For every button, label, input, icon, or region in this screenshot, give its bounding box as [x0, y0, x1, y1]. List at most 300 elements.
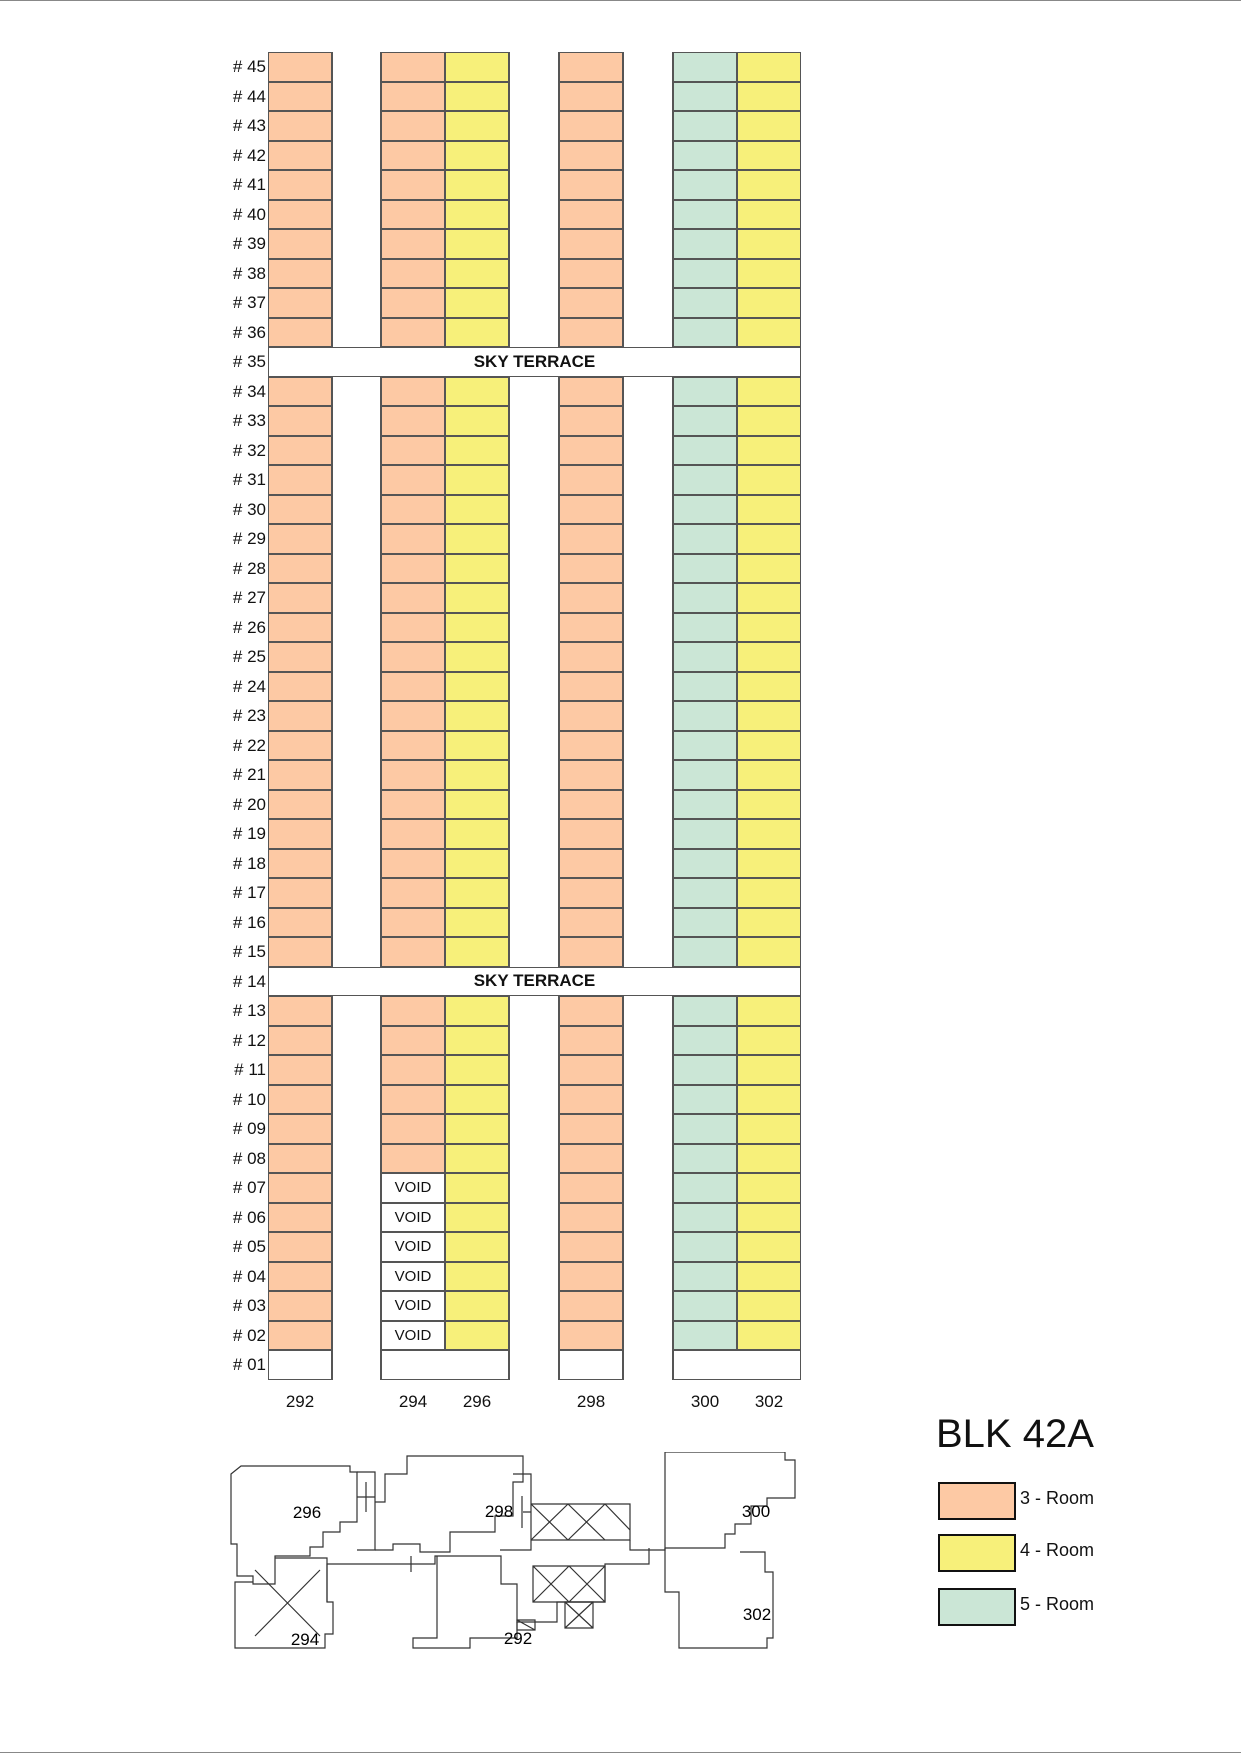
floor-label: # 30 [232, 499, 266, 519]
floor-plan [225, 1452, 875, 1692]
floor-label: # 01 [232, 1355, 266, 1374]
unit-cell-298 [559, 170, 623, 200]
unit-cell-294 [381, 701, 445, 731]
unit-cell-300 [673, 288, 737, 318]
unit-cell-300 [673, 672, 737, 702]
unit-cell-294 [381, 259, 445, 289]
unit-cell-292 [268, 141, 332, 171]
floor-label: # 40 [232, 204, 266, 224]
unit-cell-302 [737, 1232, 801, 1262]
unit-cell-294 [381, 465, 445, 495]
sky-terrace: SKY TERRACE [268, 967, 801, 997]
plan-label-292: 292 [503, 1629, 533, 1648]
floor-label: # 41 [232, 175, 266, 194]
unit-cell-292 [268, 288, 332, 318]
unit-cell-296 [445, 259, 509, 289]
unit-cell-292 [268, 672, 332, 702]
unit-cell-302 [737, 1321, 801, 1351]
unit-cell-298 [559, 52, 623, 82]
floor-label: # 22 [232, 735, 266, 755]
unit-cell-300 [673, 111, 737, 141]
floor-label: # 02 [232, 1325, 266, 1345]
unit-cell-298 [559, 583, 623, 613]
unit-cell-292 [268, 937, 332, 967]
unit-cell-294 [381, 790, 445, 820]
corridor-gap [509, 52, 559, 1380]
unit-cell-296 [445, 406, 509, 436]
unit-cell-296 [445, 760, 509, 790]
unit-cell-300 [673, 819, 737, 849]
unit-cell-300 [673, 1114, 737, 1144]
unit-cell-294 [381, 82, 445, 112]
unit-cell-302 [737, 672, 801, 702]
unit-cell-292 [268, 849, 332, 879]
unit-cell-298 [559, 1321, 623, 1351]
floor-label: # 28 [232, 558, 266, 578]
floor-label: # 25 [232, 647, 266, 666]
unit-cell-300 [673, 141, 737, 171]
unit-cell-294 [381, 1114, 445, 1144]
unit-cell-298 [559, 819, 623, 849]
unit-cell-294 [381, 849, 445, 879]
void-cell: VOID [381, 1232, 445, 1262]
floor-label: # 24 [232, 676, 266, 696]
unit-cell-296 [445, 436, 509, 466]
unit-cell-292 [268, 701, 332, 731]
unit-cell-300 [673, 908, 737, 938]
unit-label-292: 292 [285, 1392, 315, 1411]
unit-cell-302 [737, 524, 801, 554]
unit-cell-294 [381, 141, 445, 171]
unit-cell-292 [268, 1114, 332, 1144]
floor-label: # 04 [232, 1266, 266, 1286]
unit-cell-294 [381, 200, 445, 230]
unit-cell-302 [737, 878, 801, 908]
unit-cell-298 [559, 288, 623, 318]
unit-cell-294 [381, 583, 445, 613]
unit-cell-296 [445, 1026, 509, 1056]
unit-cell-296 [445, 554, 509, 584]
unit-cell-296 [445, 613, 509, 643]
unit-cell-294 [381, 672, 445, 702]
unit-cell-292 [268, 495, 332, 525]
unit-cell-302 [737, 642, 801, 672]
unit-cell-302 [737, 937, 801, 967]
unit-cell-302 [737, 82, 801, 112]
unit-cell-300 [673, 701, 737, 731]
unit-cell-294 [381, 1055, 445, 1085]
unit-label-298: 298 [576, 1392, 606, 1411]
unit-cell-296 [445, 377, 509, 407]
unit-cell-302 [737, 111, 801, 141]
unit-cell-292 [268, 760, 332, 790]
unit-cell-292 [268, 731, 332, 761]
unit-cell-298 [559, 377, 623, 407]
unit-cell-296 [445, 790, 509, 820]
unit-cell-294 [381, 642, 445, 672]
unit-cell-294 [381, 731, 445, 761]
unit-cell-298 [559, 465, 623, 495]
unit-cell-302 [737, 495, 801, 525]
floor-label: # 38 [232, 263, 266, 283]
unit-cell-292 [268, 52, 332, 82]
unit-cell-298 [559, 406, 623, 436]
unit-cell-294 [381, 937, 445, 967]
unit-cell-300 [673, 760, 737, 790]
unit-cell-300 [673, 495, 737, 525]
ground-floor-box [381, 1350, 509, 1380]
unit-cell-296 [445, 82, 509, 112]
unit-cell-298 [559, 111, 623, 141]
unit-cell-292 [268, 1203, 332, 1233]
unit-cell-296 [445, 170, 509, 200]
floor-label: # 17 [232, 883, 266, 902]
unit-cell-298 [559, 701, 623, 731]
unit-cell-292 [268, 200, 332, 230]
unit-cell-292 [268, 111, 332, 141]
unit-cell-292 [268, 1173, 332, 1203]
floor-label: # 37 [232, 293, 266, 312]
ground-floor-box [673, 1350, 801, 1380]
unit-cell-298 [559, 1173, 623, 1203]
legend-label-5-room: 5 - Room [1020, 1594, 1095, 1614]
floor-label: # 45 [232, 57, 266, 76]
unit-cell-296 [445, 141, 509, 171]
unit-cell-296 [445, 52, 509, 82]
unit-cell-302 [737, 200, 801, 230]
unit-cell-296 [445, 849, 509, 879]
unit-cell-300 [673, 1026, 737, 1056]
unit-cell-302 [737, 1055, 801, 1085]
unit-cell-300 [673, 731, 737, 761]
floor-label: # 31 [232, 470, 266, 489]
unit-cell-300 [673, 849, 737, 879]
unit-cell-298 [559, 1055, 623, 1085]
unit-cell-296 [445, 1203, 509, 1233]
void-cell: VOID [381, 1262, 445, 1292]
unit-cell-294 [381, 524, 445, 554]
unit-cell-302 [737, 288, 801, 318]
unit-cell-302 [737, 259, 801, 289]
unit-cell-292 [268, 1262, 332, 1292]
unit-cell-294 [381, 996, 445, 1026]
unit-cell-294 [381, 436, 445, 466]
corridor-gap [623, 52, 673, 1380]
unit-cell-296 [445, 524, 509, 554]
unit-cell-296 [445, 288, 509, 318]
unit-cell-302 [737, 583, 801, 613]
unit-cell-294 [381, 908, 445, 938]
unit-cell-298 [559, 1262, 623, 1292]
unit-label-302: 302 [754, 1392, 784, 1411]
unit-cell-298 [559, 495, 623, 525]
unit-cell-296 [445, 318, 509, 348]
unit-cell-296 [445, 1114, 509, 1144]
unit-cell-300 [673, 406, 737, 436]
unit-cell-292 [268, 996, 332, 1026]
floor-label: # 29 [232, 529, 266, 548]
unit-cell-300 [673, 613, 737, 643]
unit-cell-302 [737, 406, 801, 436]
unit-cell-302 [737, 701, 801, 731]
unit-cell-292 [268, 1026, 332, 1056]
unit-cell-302 [737, 1085, 801, 1115]
unit-cell-302 [737, 1203, 801, 1233]
unit-cell-292 [268, 613, 332, 643]
unit-cell-300 [673, 259, 737, 289]
unit-cell-302 [737, 1291, 801, 1321]
unit-cell-296 [445, 583, 509, 613]
unit-cell-300 [673, 200, 737, 230]
floor-label: # 09 [232, 1119, 266, 1138]
legend-label-4-room: 4 - Room [1020, 1540, 1095, 1560]
unit-cell-300 [673, 1173, 737, 1203]
unit-cell-300 [673, 1055, 737, 1085]
unit-cell-302 [737, 1144, 801, 1174]
unit-cell-292 [268, 908, 332, 938]
unit-cell-296 [445, 111, 509, 141]
floor-label: # 33 [232, 411, 266, 430]
unit-cell-302 [737, 1114, 801, 1144]
unit-cell-298 [559, 82, 623, 112]
unit-cell-300 [673, 1262, 737, 1292]
floor-label: # 39 [232, 234, 266, 253]
legend-swatch-5-room [938, 1588, 1016, 1626]
unit-cell-300 [673, 82, 737, 112]
unit-cell-302 [737, 996, 801, 1026]
floor-label: # 08 [232, 1148, 266, 1168]
legend-swatch-3-room [938, 1482, 1016, 1520]
unit-cell-300 [673, 1203, 737, 1233]
unit-cell-300 [673, 170, 737, 200]
unit-cell-298 [559, 760, 623, 790]
unit-cell-298 [559, 642, 623, 672]
unit-cell-300 [673, 1232, 737, 1262]
plan-label-296: 296 [292, 1503, 322, 1522]
unit-cell-294 [381, 1026, 445, 1056]
void-cell: VOID [381, 1203, 445, 1233]
floor-label: # 42 [232, 145, 266, 165]
floor-label: # 19 [232, 824, 266, 843]
unit-cell-292 [268, 583, 332, 613]
unit-cell-292 [268, 642, 332, 672]
floor-label: # 05 [232, 1237, 266, 1256]
unit-cell-296 [445, 1085, 509, 1115]
unit-cell-292 [268, 790, 332, 820]
void-cell: VOID [381, 1321, 445, 1351]
void-cell: VOID [381, 1173, 445, 1203]
floor-label: # 23 [232, 706, 266, 725]
unit-cell-292 [268, 318, 332, 348]
sky-terrace: SKY TERRACE [268, 347, 801, 377]
unit-cell-294 [381, 760, 445, 790]
unit-cell-292 [268, 229, 332, 259]
unit-cell-294 [381, 554, 445, 584]
unit-cell-294 [381, 878, 445, 908]
unit-cell-298 [559, 1203, 623, 1233]
unit-cell-294 [381, 229, 445, 259]
unit-cell-302 [737, 1262, 801, 1292]
unit-label-296: 296 [462, 1392, 492, 1411]
floor-label: # 07 [232, 1178, 266, 1197]
unit-cell-292 [268, 406, 332, 436]
unit-cell-298 [559, 790, 623, 820]
unit-cell-294 [381, 819, 445, 849]
unit-cell-296 [445, 1321, 509, 1351]
unit-cell-298 [559, 613, 623, 643]
unit-cell-298 [559, 908, 623, 938]
unit-cell-300 [673, 465, 737, 495]
unit-cell-292 [268, 1144, 332, 1174]
unit-cell-296 [445, 701, 509, 731]
floor-label: # 03 [232, 1296, 266, 1315]
unit-cell-298 [559, 200, 623, 230]
floor-label: # 27 [232, 588, 266, 607]
unit-cell-296 [445, 1232, 509, 1262]
unit-cell-302 [737, 52, 801, 82]
unit-cell-298 [559, 1085, 623, 1115]
unit-cell-296 [445, 672, 509, 702]
unit-cell-292 [268, 377, 332, 407]
block-title: BLK 42A [936, 1412, 1094, 1456]
unit-cell-302 [737, 819, 801, 849]
floor-label: # 20 [232, 794, 266, 814]
unit-cell-300 [673, 583, 737, 613]
unit-cell-298 [559, 672, 623, 702]
unit-cell-292 [268, 465, 332, 495]
plan-label-300: 300 [741, 1502, 771, 1521]
unit-cell-298 [559, 1144, 623, 1174]
unit-cell-298 [559, 436, 623, 466]
unit-cell-300 [673, 1291, 737, 1321]
unit-cell-302 [737, 760, 801, 790]
unit-cell-292 [268, 436, 332, 466]
legend-label-3-room: 3 - Room [1020, 1488, 1095, 1508]
unit-cell-298 [559, 937, 623, 967]
unit-cell-296 [445, 878, 509, 908]
unit-cell-302 [737, 141, 801, 171]
unit-cell-292 [268, 524, 332, 554]
unit-cell-300 [673, 790, 737, 820]
unit-cell-298 [559, 141, 623, 171]
unit-cell-300 [673, 937, 737, 967]
unit-cell-294 [381, 377, 445, 407]
unit-cell-292 [268, 1232, 332, 1262]
unit-cell-302 [737, 465, 801, 495]
unit-cell-300 [673, 436, 737, 466]
unit-cell-296 [445, 731, 509, 761]
floor-label: # 34 [232, 381, 266, 401]
unit-label-294: 294 [398, 1392, 428, 1411]
unit-cell-292 [268, 1055, 332, 1085]
unit-cell-296 [445, 1144, 509, 1174]
floor-label: # 43 [232, 116, 266, 135]
unit-cell-294 [381, 406, 445, 436]
unit-cell-296 [445, 1173, 509, 1203]
unit-cell-298 [559, 1026, 623, 1056]
unit-cell-300 [673, 1085, 737, 1115]
legend-swatch-4-room [938, 1534, 1016, 1572]
unit-cell-292 [268, 1085, 332, 1115]
unit-cell-298 [559, 259, 623, 289]
unit-cell-302 [737, 1026, 801, 1056]
floor-label: # 21 [232, 765, 266, 784]
ground-floor-box [268, 1350, 332, 1380]
floor-label: # 12 [232, 1030, 266, 1050]
unit-cell-298 [559, 229, 623, 259]
unit-cell-296 [445, 495, 509, 525]
unit-cell-302 [737, 1173, 801, 1203]
unit-cell-292 [268, 1291, 332, 1321]
ground-floor-box [559, 1350, 623, 1380]
corridor-gap [332, 52, 381, 1380]
unit-cell-300 [673, 318, 737, 348]
unit-cell-300 [673, 642, 737, 672]
unit-cell-302 [737, 908, 801, 938]
unit-cell-298 [559, 1291, 623, 1321]
unit-cell-300 [673, 229, 737, 259]
floor-label: # 32 [232, 440, 266, 460]
unit-cell-300 [673, 1144, 737, 1174]
floor-label: # 16 [232, 912, 266, 932]
unit-cell-298 [559, 878, 623, 908]
unit-cell-300 [673, 554, 737, 584]
unit-cell-294 [381, 318, 445, 348]
floor-label: # 14 [232, 971, 266, 991]
floor-label: # 10 [232, 1089, 266, 1109]
unit-cell-292 [268, 819, 332, 849]
void-cell: VOID [381, 1291, 445, 1321]
unit-cell-294 [381, 288, 445, 318]
unit-cell-300 [673, 377, 737, 407]
unit-cell-296 [445, 996, 509, 1026]
unit-cell-294 [381, 52, 445, 82]
unit-cell-300 [673, 1321, 737, 1351]
unit-cell-302 [737, 790, 801, 820]
floor-label: # 13 [232, 1001, 266, 1020]
unit-cell-296 [445, 642, 509, 672]
unit-label-300: 300 [690, 1392, 720, 1411]
unit-cell-298 [559, 1114, 623, 1144]
unit-cell-298 [559, 318, 623, 348]
unit-cell-298 [559, 731, 623, 761]
unit-cell-302 [737, 849, 801, 879]
unit-cell-294 [381, 1085, 445, 1115]
unit-cell-298 [559, 849, 623, 879]
unit-cell-294 [381, 111, 445, 141]
plan-label-294: 294 [290, 1630, 320, 1649]
plan-label-302: 302 [742, 1605, 772, 1624]
unit-cell-302 [737, 613, 801, 643]
unit-cell-302 [737, 377, 801, 407]
bottom-border [0, 1752, 1241, 1753]
unit-cell-298 [559, 554, 623, 584]
unit-cell-294 [381, 170, 445, 200]
unit-cell-294 [381, 495, 445, 525]
unit-cell-300 [673, 524, 737, 554]
unit-cell-298 [559, 524, 623, 554]
unit-cell-296 [445, 1055, 509, 1085]
unit-cell-300 [673, 996, 737, 1026]
unit-cell-296 [445, 229, 509, 259]
unit-cell-292 [268, 554, 332, 584]
floor-label: # 06 [232, 1207, 266, 1227]
unit-cell-296 [445, 1262, 509, 1292]
unit-cell-296 [445, 937, 509, 967]
floor-label: # 18 [232, 853, 266, 873]
unit-cell-300 [673, 52, 737, 82]
unit-cell-292 [268, 82, 332, 112]
